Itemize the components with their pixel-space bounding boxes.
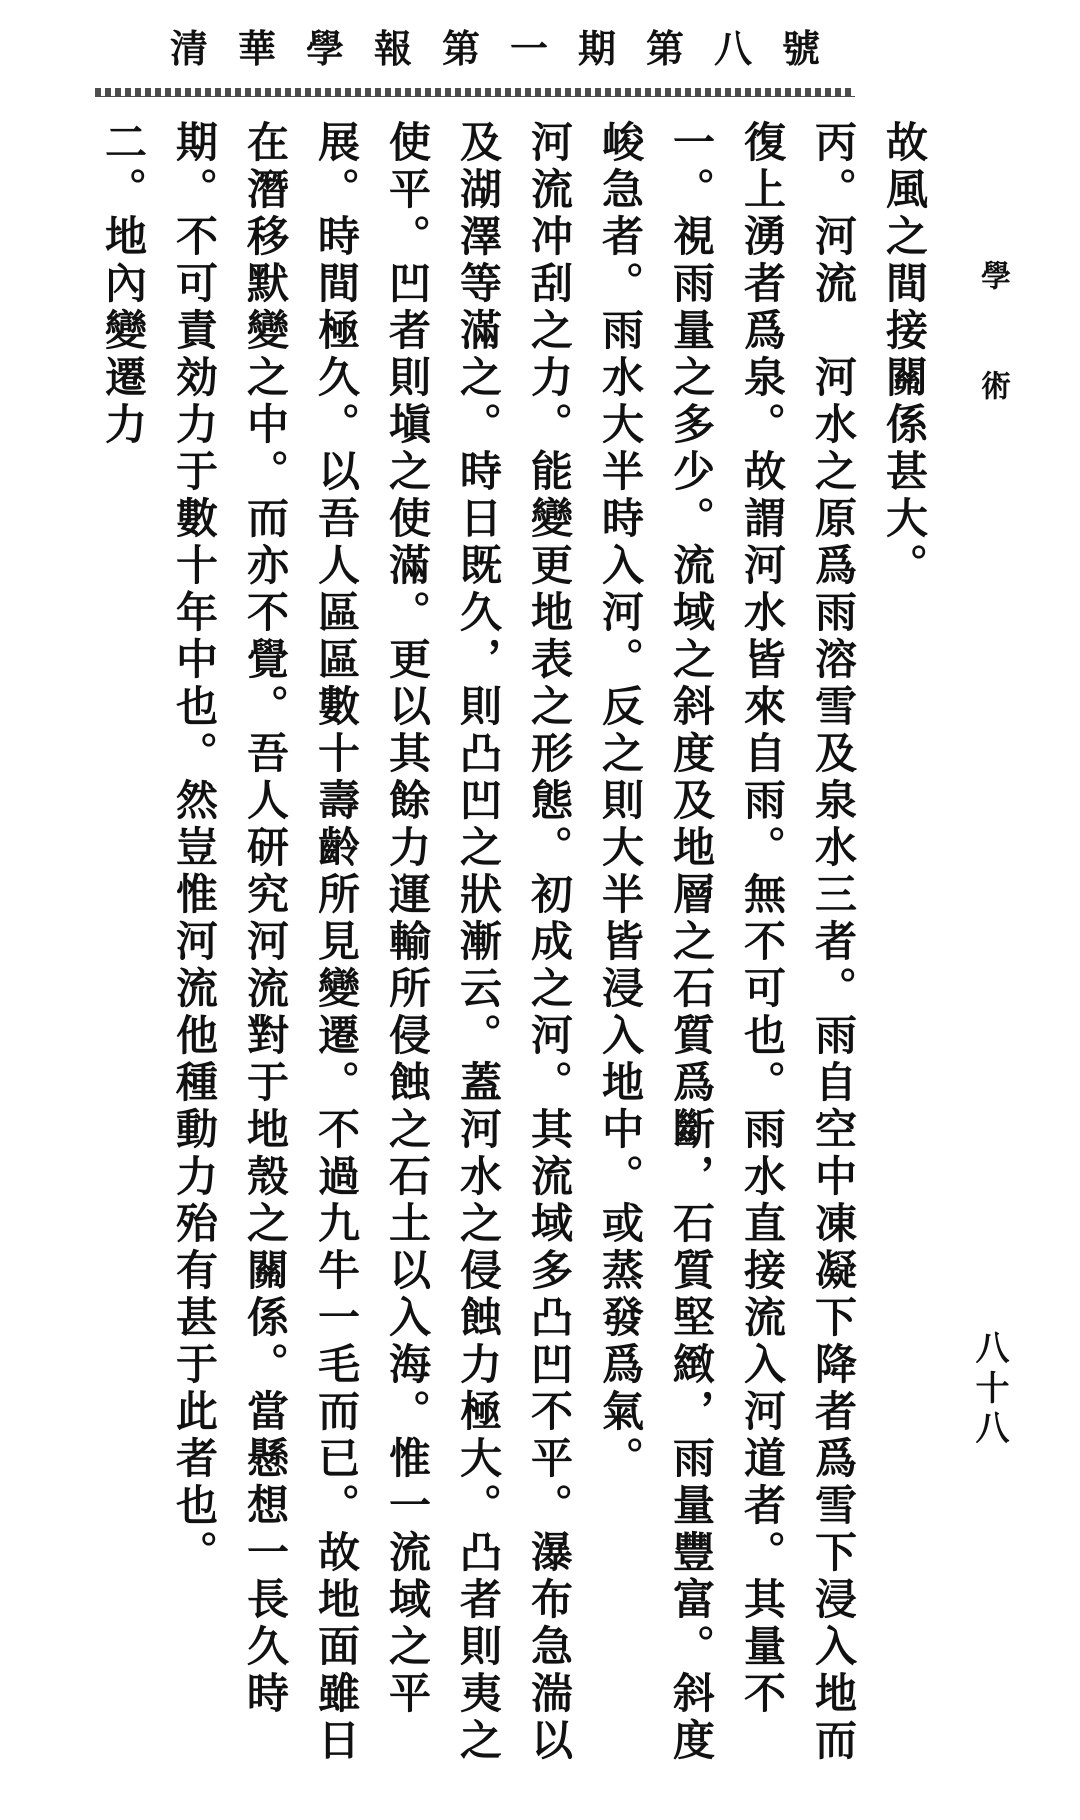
paragraph-3: 河流冲刮之力。能變更地表之形態。初成之河。其流域多凸凹不平。瀑布急湍以及湖澤等滿之。時日既久，則凸凹之狀漸云。蓋河水之侵蝕力極大。凸者則夷之使平。凹者則塡之使滿。更以其餘力運輸所侵蝕之石土以入海。惟一流域之平展。時間極久。以吾人區區數十壽齡所見變遷。不過九牛一毛而已。故地面雖日在潛移默變之中。而亦不覺。吾人研究河流對于地殼之關係。當懸想一長久時期。不可責効力于數十年中也。然豈惟河流他種動力殆有甚于此者也。 — [170, 120, 574, 1765]
page-number: 八十八 — [969, 1330, 1009, 1450]
journal-header-title: 清華學報第一期第八號 — [169, 26, 850, 71]
paragraph-1: 故風之間接關係甚大。 — [880, 120, 929, 590]
vertical-body-text — [10, 120, 940, 1780]
section-heading: 二。地內變遷力 — [99, 120, 148, 449]
paragraph-2: 丙。河流 河水之原爲雨溶雪及泉水三者。雨自空中凍凝下降者爲雪下浸入地而復上湧者爲泉。故謂河水皆來自雨。無不可也。雨水直接流入河道者。其量不一。視雨量之多少。流域之斜度及地層之石質爲斷，石質堅緻，雨量豐富。斜度峻急者。雨水大半時入河。反之則大半皆浸入地中。或蒸發爲氣。 — [596, 120, 858, 1765]
section-label: 學術 — [975, 260, 1010, 480]
header-divider — [95, 88, 855, 97]
